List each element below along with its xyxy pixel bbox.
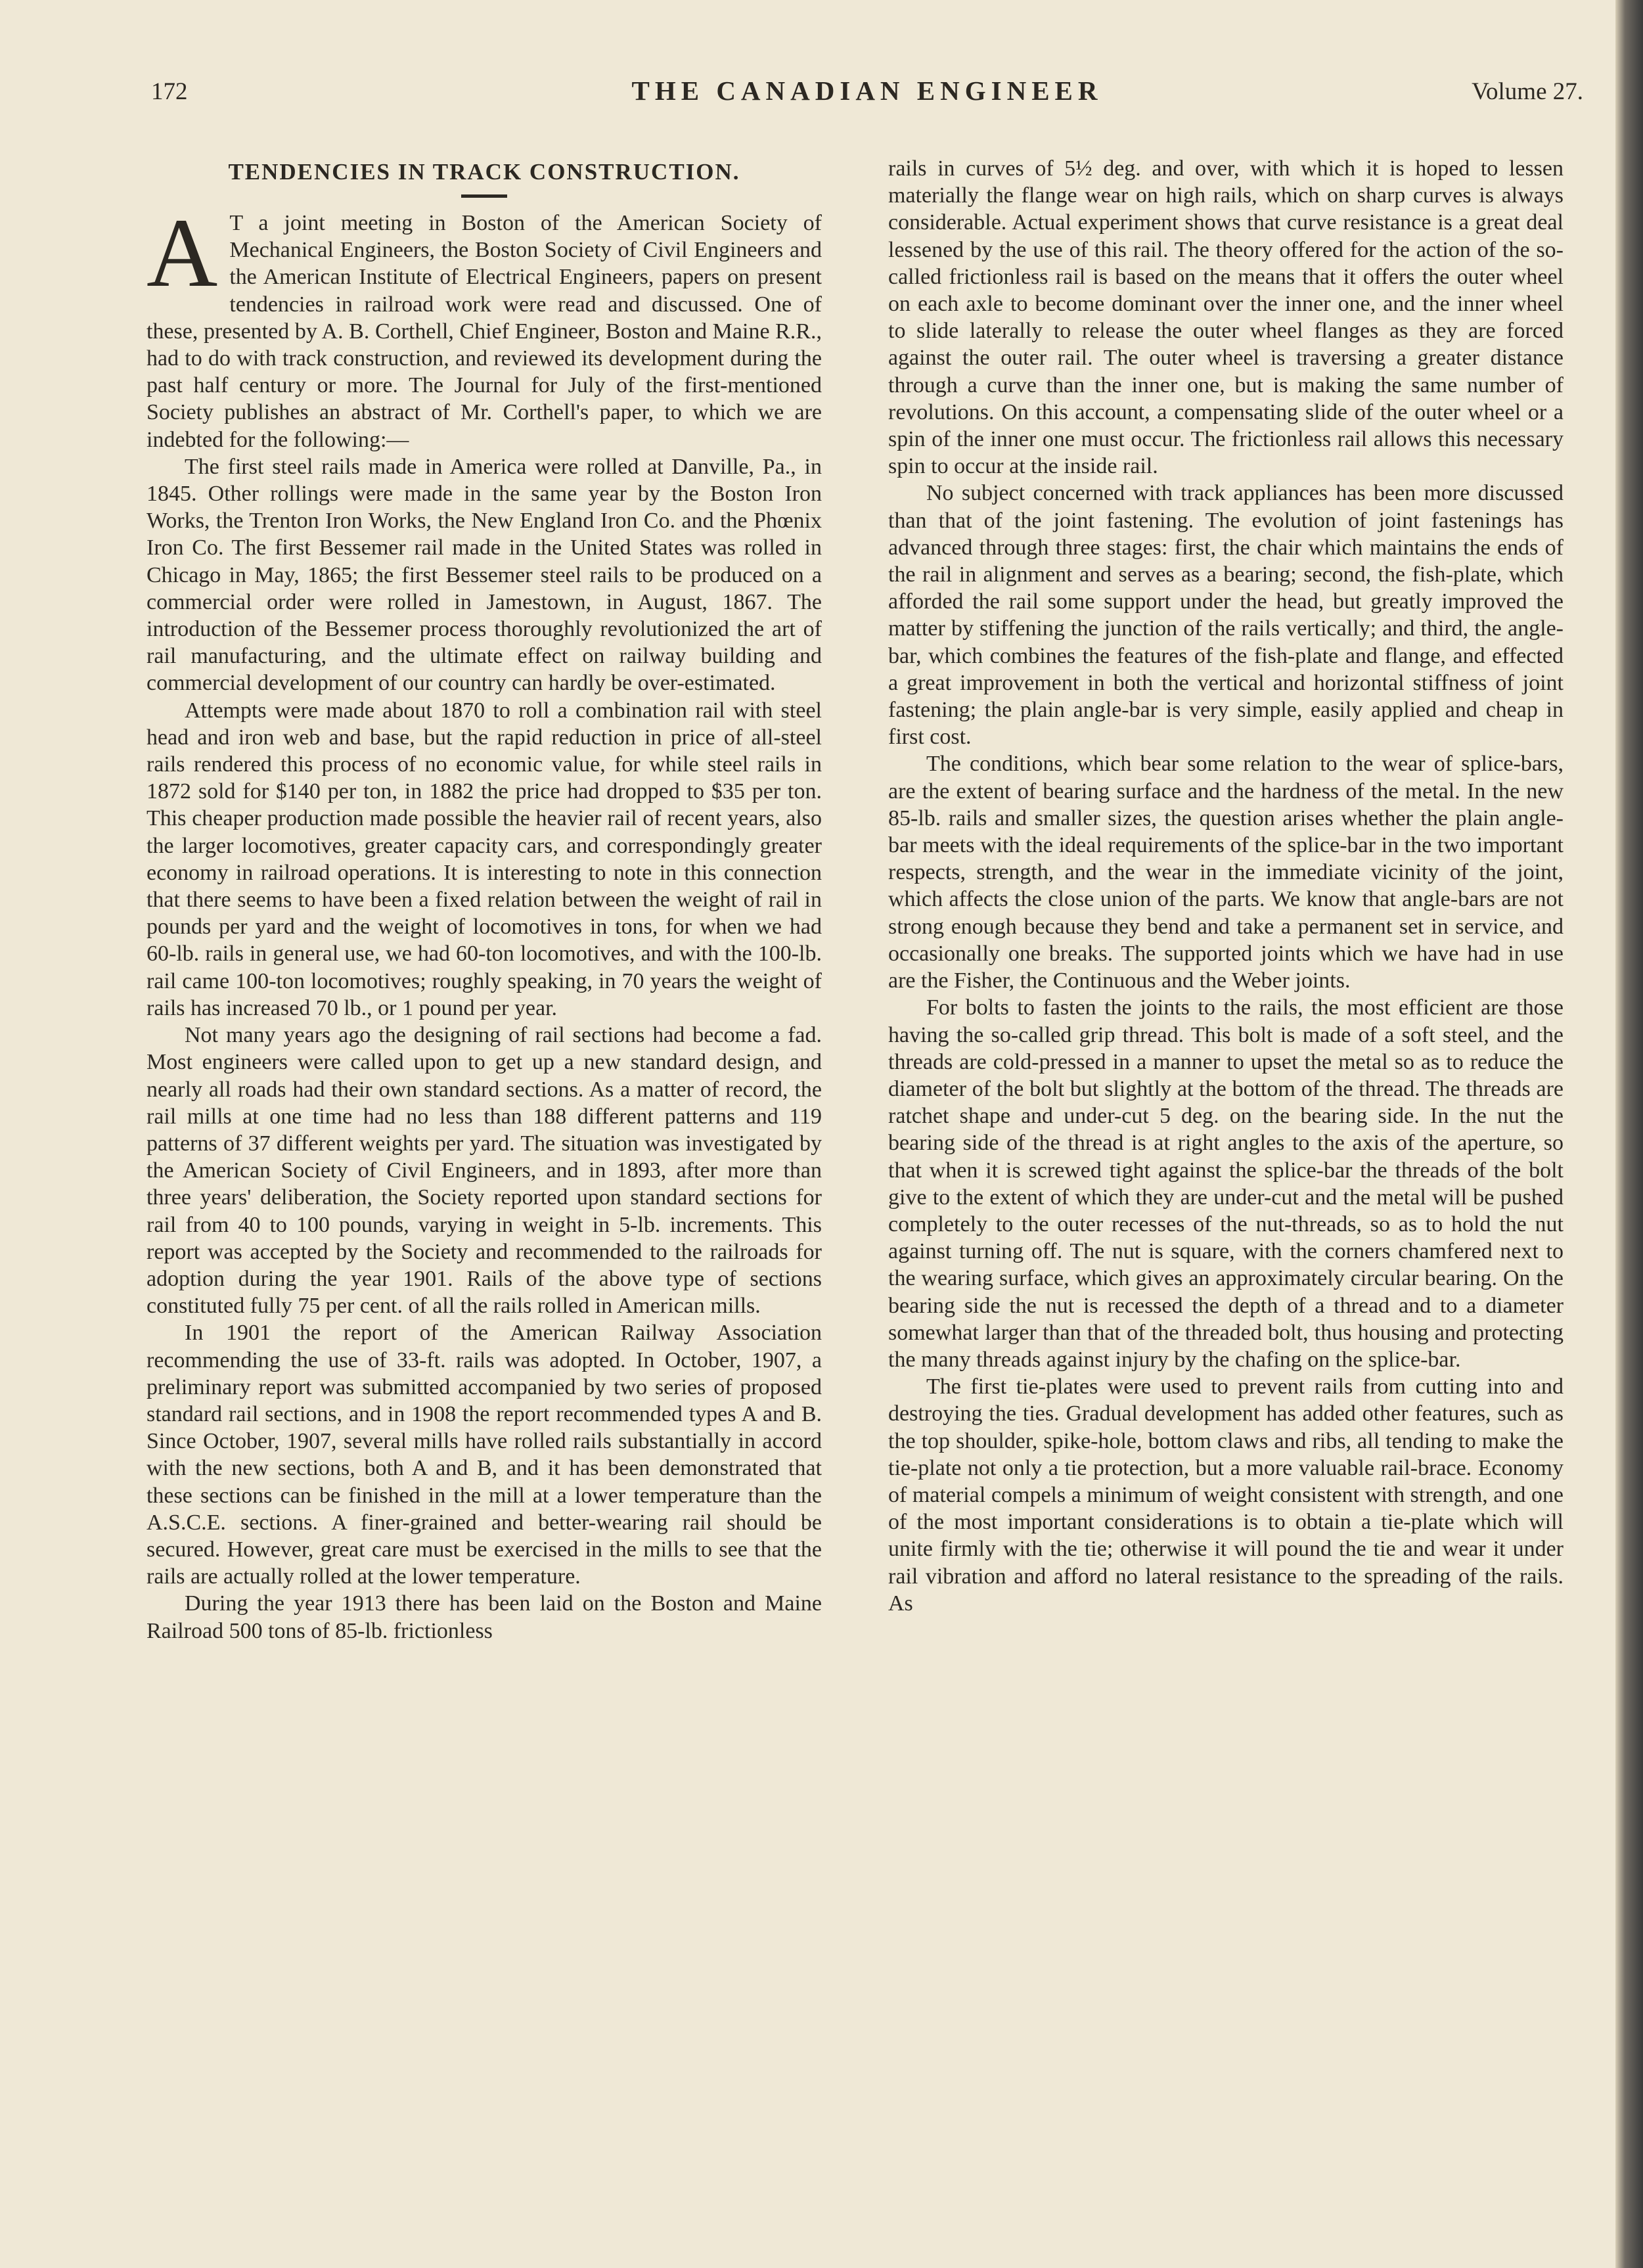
paragraph: Not many years ago the designing of rail sections had become a fad. Most engineers were called upon to get up a new standard design, and nearly all roads had their own standard sections. As a matter of record, the rail mills at one time had no less than 188 different patterns and 119 patterns of 37 different weights per yard. The situation was investigated by the American Society of Civil Engineers, and in 1893, after more than three years' deliberation, the Society reported upon standard sections for rail from 40 to 100 pounds, varying in weight in 5-lb. increments. This report was accepted by the Society and recommended to the railroads for adoption during the year 1901. Rails of the above type of sections constituted fully 75 per cent. of all the rails rolled in American mills.	[146, 1023, 822, 1319]
dropcap: A	[146, 198, 218, 307]
page-header	[151, 78, 1583, 117]
paragraph: In 1901 the report of the American Railway Association recommending the use of 33-ft. rails was adopted. In October, 1907, a preliminary report was submitted accompanied by two series of proposed standard rail sections, and in 1908 the report recommended types A and B. Since October, 1907, several mills have rolled rails substantially in accord with the new sections, both A and B, and it has been demonstrated that these sections can be finished in the mill at a lower temperature than the A.S.C.E. sections. A finer-grained and better-wearing rail should be secured. However, great care must be exercised in the mills to see that the rails are actually rolled at the lower temperature.	[146, 1321, 822, 1589]
paragraph: The first steel rails made in America were rolled at Danville, Pa., in 1845. Other rollings were made in the same year by the Boston Iron Works, the Trenton Iron Works, the New England Iron Co. and the Phœnix Iron Co. The first Bessemer rail made in the United States was rolled in Chicago in May, 1865; the first Bessemer steel rails to be produced on a commercial order were rolled in Jamestown, in August, 1867. The introduction of the Bessemer process thoroughly revolutionized the art of rail manufacturing, and the ultimate effect on railway building and commercial development of our country can hardly be over-estimated.	[146, 454, 822, 696]
paragraph: rails in curves of 5½ deg. and over, with which it is hoped to lessen materially the flange wear on high rails, which on sharp curves is always considerable. Actual experiment shows that curve resistance is a great deal lessened by the use of this rail. The theory offered for the action of the so-called frictionless rail is based on the means that it offers the outer wheel on each axle to become dominant over the inner one, and the inner wheel to slide laterally to release the outer wheel flanges as they are forced against the outer rail. The outer wheel is traversing a greater distance through a curve than the inner one, but is making the same number of revolutions. On this account, a compensating slide of the outer wheel or a spin of the inner one must occur. The frictionless rail allows this necessary spin to occur at the inside rail.	[888, 156, 1564, 479]
paragraph: The conditions, which bear some relation to the wear of splice-bars, are the extent of bearing surface and the hardness of the metal. In the new 85-lb. rails and smaller sizes, the question arises whether the plain angle-bar meets with the ideal requirements of the splice-bar in the two important respects, strength, and the wear in the immediate vicinity of the joint, which affects the close union of the parts. We know that angle-bars are not strong enough because they bend and take a permanent set in service, and occasionally one breaks. The supported joints which we have had in use are the Fisher, the Continuous and the Weber joints.	[888, 752, 1564, 993]
paragraph: For bolts to fasten the joints to the rails, the most efficient are those having the so-called grip thread. This bolt is made of a soft steel, and the threads are cold-pressed in a manner to upset the metal so as to reduce the diameter of the bolt but slightly at the bottom of the thread. The threads are ratchet shape and under-cut 5 deg. on the bearing side. In the nut the bearing side of the thread is at right angles to the axis of the aperture, so that when it is screwed tight against the splice-bar the threads of the bolt give to the extent of which they are under-cut and the metal will be pushed completely to the outer recesses of the nut-threads, so as to hold the nut against turning off. The nut is square, with the corners chamfered next to the wearing surface, which gives an approximately circular bearing. On the bearing side the nut is recessed the depth of a thread and to a diameter somewhat larger than that of the threaded bolt, thus housing and protecting the many threads against injury by the chafing on the splice-bar.	[888, 995, 1564, 1372]
paragraph	[146, 198, 822, 453]
article-title: TENDENCIES IN TRACK CONSTRUCTION.	[228, 159, 740, 185]
title-rule	[461, 194, 507, 198]
paragraph-text: T a joint meeting in Boston of the American Society of Mechanical Engineers, the Boston Society of Civil Engineers and the American Institute of Electrical Engineers, papers on present tendencies in railroad work were read and discussed. One of these, presented by A. B. Corthell, Chief Engineer, Boston and Maine R.R., had to do with track construction, and reviewed its development during the past half century or more. The Journal for July of the first-mentioned Society publishes an abstract of Mr. Corthell's paper, to which we are indebted for the following:—	[146, 211, 822, 452]
page-edge-shadow	[1615, 0, 1643, 2268]
paragraph: The first tie-plates were used to prevent rails from cutting into and destroying the ties. Gradual development has added other features, such as the top shoulder, spike-hole, bottom claws and ribs, all tending to make the tie-plate not only a tie protection, but a more valuable rail-brace. Economy of material compels a minimum of weight consistent with strength, and one of the most important considerations is to obtain a tie-plate which will unite firmly with the tie; otherwise it will pound the tie and wear it under rail vibration and afford no lateral resistance to the spreading of the rails. As	[888, 1374, 1564, 1616]
paragraph: Attempts were made about 1870 to roll a combination rail with steel head and iron web and base, but the rapid reduction in price of all-steel rails rendered this process of no economic value, for while steel rails in 1872 sold for $140 per ton, in 1882 the price had dropped to $35 per ton. This cheaper production made possible the heavier rail of recent years, also the larger locomotives, greater capacity cars, and correspondingly greater economy in railroad operations. It is interesting to note in this connection that there seems to have been a fixed relation between the weight of rail in pounds per yard and the weight of locomotives in tons, for when we had 60-lb. rails in general use, we had 60-ton locomotives, and with the 100-lb. rail came 100-ton locomotives; roughly speaking, in 70 years the weight of rails has increased 70 lb., or 1 pound per year.	[146, 698, 822, 1020]
right-column	[888, 155, 1564, 1617]
paragraph: No subject concerned with track appliances has been more discussed than that of the joint fastening. The evolution of joint fastenings has advanced through three stages: first, the chair which maintains the ends of the rail in alignment and serves as a bearing; second, the fish-plate, which afforded the rail some support under the head, but greatly improved the matter by stiffening the junction of the rails vertically; and third, the angle-bar, which combines the features of the fish-plate and flange, and effected a great improvement in both the vertical and horizontal stiffness of joint fastening; the plain angle-bar is very simple, easily applied and cheap in first cost.	[888, 481, 1564, 750]
left-column	[146, 155, 822, 1644]
journal-title: THE CANADIAN ENGINEER	[631, 76, 1103, 106]
volume-label: Volume 27.	[1472, 78, 1583, 105]
page-number: 172	[151, 78, 188, 105]
paragraph: During the year 1913 there has been laid on the Boston and Maine Railroad 500 tons of 85-lb. frictionless	[146, 1591, 822, 1643]
